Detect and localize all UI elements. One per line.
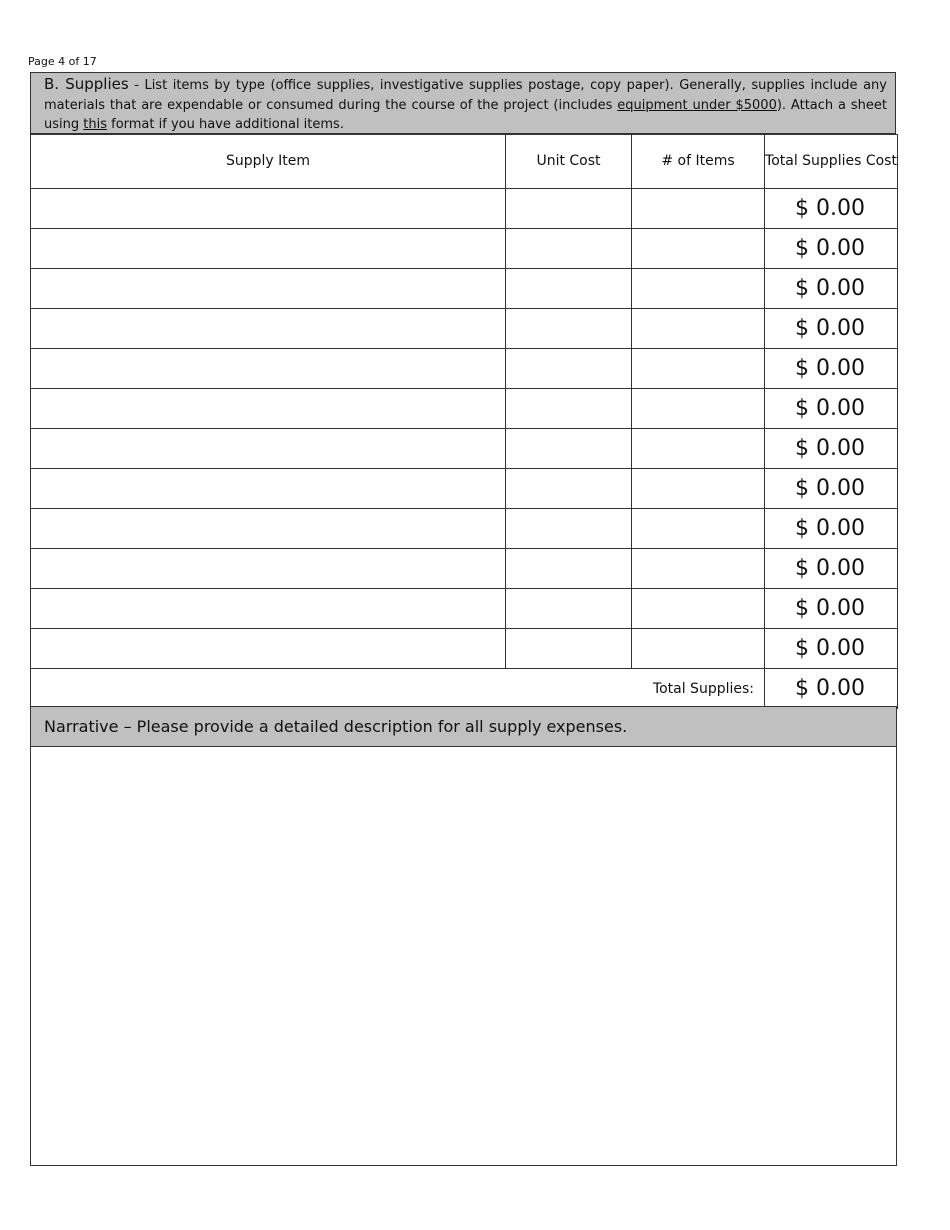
this-format-note: this: [83, 117, 107, 132]
num-items-cell: [632, 589, 765, 629]
num-items-cell: [632, 309, 765, 349]
page-number: Page 4 of 17: [28, 55, 97, 68]
row-total-cost: $ 0.00: [765, 189, 898, 229]
unit-cost-input[interactable]: [506, 629, 631, 668]
supply-item-input[interactable]: [31, 389, 505, 428]
row-total-cost: $ 0.00: [765, 589, 898, 629]
supplies-table: [30, 134, 898, 709]
table-row: [31, 429, 898, 469]
row-total-cost: $ 0.00: [765, 269, 898, 309]
total-row: [31, 669, 898, 709]
num-items-input[interactable]: [632, 629, 764, 668]
num-items-input[interactable]: [632, 349, 764, 388]
supply-item-input[interactable]: [31, 629, 505, 668]
row-total-cost: $ 0.00: [765, 469, 898, 509]
unit-cost-input[interactable]: [506, 349, 631, 388]
row-total-cost: $ 0.00: [765, 429, 898, 469]
num-items-input[interactable]: [632, 269, 764, 308]
unit-cost-input[interactable]: [506, 429, 631, 468]
num-items-cell: [632, 509, 765, 549]
total-supplies-label: Total Supplies:: [31, 669, 765, 709]
row-total-cost: $ 0.00: [765, 389, 898, 429]
supply-item-input[interactable]: [31, 229, 505, 268]
row-total-cost: $ 0.00: [765, 549, 898, 589]
supply-item-cell: [31, 189, 506, 229]
num-items-input[interactable]: [632, 229, 764, 268]
num-items-input[interactable]: [632, 469, 764, 508]
unit-cost-cell: [506, 309, 632, 349]
supply-item-cell: [31, 309, 506, 349]
num-items-input[interactable]: [632, 549, 764, 588]
unit-cost-cell: [506, 229, 632, 269]
num-items-input[interactable]: [632, 389, 764, 428]
col-supply-item: Supply Item: [31, 135, 506, 189]
supply-item-input[interactable]: [31, 349, 505, 388]
unit-cost-input[interactable]: [506, 189, 631, 228]
supply-item-input[interactable]: [31, 509, 505, 548]
narrative-instructions: Please provide a detailed description for all supply expenses.: [131, 717, 628, 736]
narrative-label: Narrative –: [44, 717, 132, 736]
supply-item-cell: [31, 509, 506, 549]
unit-cost-cell: [506, 389, 632, 429]
table-row: [31, 229, 898, 269]
unit-cost-cell: [506, 189, 632, 229]
supply-item-input[interactable]: [31, 589, 505, 628]
unit-cost-cell: [506, 349, 632, 389]
section-description: - List items by type (office supplies, investigative supplies postage, copy paper). Generally, supplies include any materials that are expendable or consumed during the course of the project (includes: [44, 78, 887, 113]
supply-item-cell: [31, 469, 506, 509]
unit-cost-cell: [506, 589, 632, 629]
col-unit-cost: Unit Cost: [506, 135, 632, 189]
supply-item-cell: [31, 229, 506, 269]
table-row: [31, 349, 898, 389]
num-items-input[interactable]: [632, 589, 764, 628]
table-row: [31, 309, 898, 349]
table-row: [31, 269, 898, 309]
unit-cost-cell: [506, 509, 632, 549]
supply-item-input[interactable]: [31, 469, 505, 508]
num-items-cell: [632, 189, 765, 229]
col-num-items: # of Items: [632, 135, 765, 189]
supply-item-input[interactable]: [31, 309, 505, 348]
num-items-cell: [632, 269, 765, 309]
table-row: [31, 469, 898, 509]
table-row: [31, 389, 898, 429]
unit-cost-cell: [506, 429, 632, 469]
supply-item-cell: [31, 629, 506, 669]
unit-cost-input[interactable]: [506, 229, 631, 268]
supply-item-cell: [31, 389, 506, 429]
table-row: [31, 549, 898, 589]
section-title: B. Supplies: [44, 75, 129, 93]
table-row: [31, 589, 898, 629]
row-total-cost: $ 0.00: [765, 309, 898, 349]
section-header: [30, 72, 896, 134]
unit-cost-input[interactable]: [506, 469, 631, 508]
section-description-3: format if you have additional items.: [106, 117, 344, 132]
table-header-row: [31, 135, 898, 189]
supply-item-cell: [31, 589, 506, 629]
unit-cost-cell: [506, 469, 632, 509]
unit-cost-input[interactable]: [506, 269, 631, 308]
num-items-cell: [632, 629, 765, 669]
num-items-cell: [632, 549, 765, 589]
num-items-cell: [632, 389, 765, 429]
unit-cost-input[interactable]: [506, 589, 631, 628]
table-row: [31, 629, 898, 669]
num-items-input[interactable]: [632, 509, 764, 548]
supply-item-cell: [31, 549, 506, 589]
narrative-header: [30, 706, 897, 747]
num-items-input[interactable]: [632, 309, 764, 348]
supply-item-input[interactable]: [31, 189, 505, 228]
equipment-note: equipment under $5000: [617, 97, 777, 113]
num-items-cell: [632, 429, 765, 469]
narrative-input[interactable]: [31, 747, 896, 1165]
unit-cost-cell: [506, 269, 632, 309]
supply-item-input[interactable]: [31, 549, 505, 588]
supply-item-cell: [31, 269, 506, 309]
num-items-cell: [632, 229, 765, 269]
supply-item-cell: [31, 429, 506, 469]
narrative-box: [30, 746, 897, 1166]
num-items-input[interactable]: [632, 189, 764, 228]
row-total-cost: $ 0.00: [765, 629, 898, 669]
unit-cost-input[interactable]: [506, 389, 631, 428]
supply-item-input[interactable]: [31, 269, 505, 308]
num-items-input[interactable]: [632, 429, 764, 468]
total-supplies-value: $ 0.00: [765, 669, 898, 709]
col-total-cost: Total Supplies Cost: [765, 135, 898, 189]
row-total-cost: $ 0.00: [765, 349, 898, 389]
unit-cost-input[interactable]: [506, 509, 631, 548]
row-total-cost: $ 0.00: [765, 509, 898, 549]
row-total-cost: $ 0.00: [765, 229, 898, 269]
table-row: [31, 509, 898, 549]
unit-cost-input[interactable]: [506, 549, 631, 588]
table-row: [31, 189, 898, 229]
num-items-cell: [632, 349, 765, 389]
section-description-2: ). Attach a sheet using: [44, 97, 887, 132]
num-items-cell: [632, 469, 765, 509]
unit-cost-cell: [506, 629, 632, 669]
supply-item-cell: [31, 349, 506, 389]
unit-cost-input[interactable]: [506, 309, 631, 348]
unit-cost-cell: [506, 549, 632, 589]
supply-item-input[interactable]: [31, 429, 505, 468]
